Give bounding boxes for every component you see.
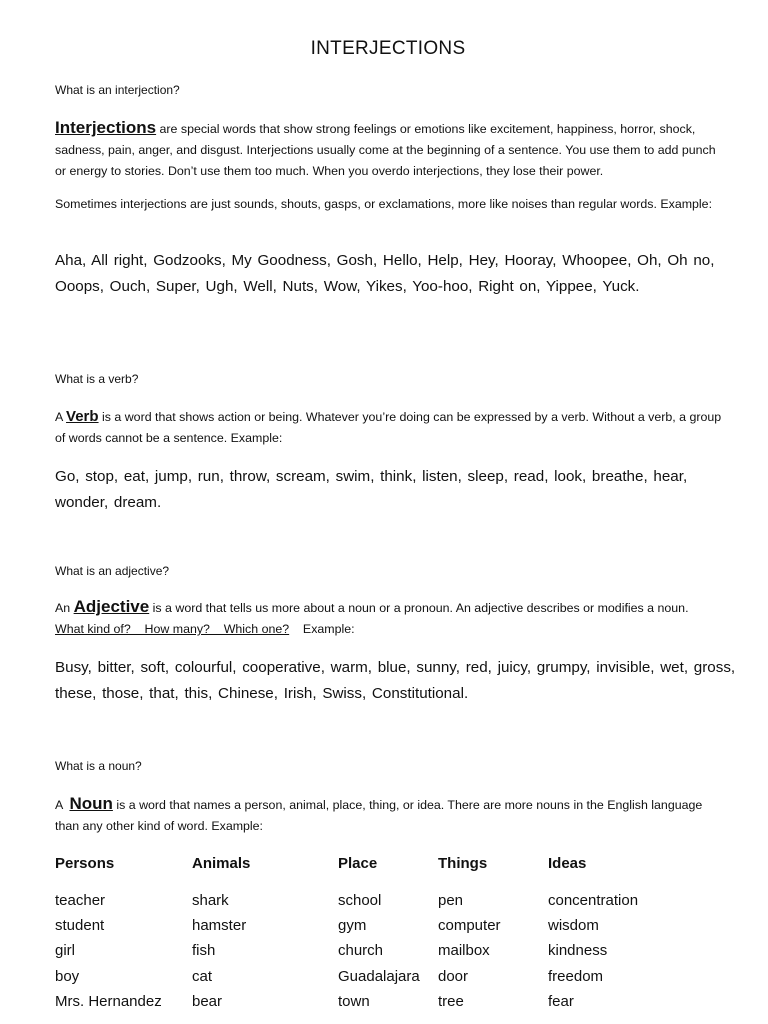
list-item: bear [192, 992, 223, 1010]
noun-column-things [438, 850, 501, 1014]
noun-column-ideas [548, 850, 638, 1014]
column-header: Animals [192, 855, 251, 872]
adjective-article: An [55, 601, 74, 615]
noun-question: What is a noun? [55, 759, 142, 773]
adjective-definition [55, 596, 725, 640]
column-header: Things [438, 855, 488, 872]
column-header: Persons [55, 855, 115, 872]
noun-definition-text: is a word that names a person, animal, place, thing, or idea. There are more nouns in the English language than any other kind of word. Example: [55, 798, 703, 833]
adjective-questions: What kind of? How many? Which one? [55, 622, 290, 636]
list-item: fear [548, 992, 574, 1010]
list-item: gym [338, 917, 367, 935]
list-item: door [438, 967, 469, 985]
verb-examples: Go, stop, eat, jump, run, throw, scream, swim, think, listen, sleep, read, look, breathe, hear, wonder, dream. [55, 468, 688, 511]
noun-column-place [338, 850, 420, 1014]
list-item: Mrs. Hernandez [55, 992, 162, 1010]
verb-definition [55, 406, 725, 449]
list-item: boy [55, 967, 80, 985]
list-item: shark [192, 892, 229, 909]
list-item: teacher [55, 892, 106, 909]
noun-column-persons [55, 850, 162, 1014]
adjective-question: What is an adjective? [55, 564, 170, 578]
list-item: school [338, 892, 382, 909]
verb-definition-text: is a word that shows action or being. Whatever you’re doing can be expressed by a verb. Without a verb, a group of words cannot be a sentence. Example: [55, 410, 722, 445]
interjection-question: What is an interjection? [55, 83, 180, 97]
noun-column-animals [192, 850, 250, 1014]
list-item: student [55, 917, 105, 935]
list-item: mailbox [438, 942, 490, 960]
list-item: town [338, 992, 370, 1010]
list-item: fish [192, 942, 216, 960]
noun-article: A [55, 798, 70, 812]
list-item: Guadalajara [338, 967, 420, 985]
list-item: freedom [548, 967, 604, 985]
list-item: pen [438, 892, 464, 909]
page-title: INTERJECTIONS [310, 38, 466, 59]
adjective-term: Adjective [73, 597, 150, 616]
list-item: wisdom [548, 917, 599, 935]
list-item: cat [192, 967, 213, 985]
verb-article: A [55, 410, 67, 424]
adjective-examples: Busy, bitter, soft, colourful, cooperative, warm, blue, sunny, red, juicy, grumpy, invisible, wet, gross, these, those, that, this, Chinese, Irish, Swiss, Constitutional. [55, 659, 736, 702]
column-header: Place [338, 855, 378, 872]
list-item: hamster [192, 917, 247, 935]
interjection-examples: Aha, All right, Godzooks, My Goodness, Gosh, Hello, Help, Hey, Hooray, Whoopee, Oh, Oh no, Ooops, Ouch, Super, Ugh, Well, Nuts, Wow, Yikes, Yoo-hoo, Right on, Yippee, Yuck. [55, 252, 715, 295]
column-header: Ideas [548, 855, 587, 872]
verb-question: What is a verb? [55, 372, 139, 386]
adjective-definition-text: is a word that tells us more about a noun or a pronoun. An adjective describes or modifies a noun. [149, 601, 689, 615]
noun-definition [55, 793, 725, 837]
interjection-note: Sometimes interjections are just sounds, shouts, gasps, or exclamations, more like noises than regular words. Example: [55, 197, 713, 211]
verb-term: Verb [66, 408, 99, 425]
list-item: computer [438, 917, 501, 935]
list-item: girl [55, 942, 76, 960]
list-item: church [338, 942, 384, 960]
list-item: tree [438, 992, 464, 1010]
list-item: kindness [548, 942, 608, 960]
list-item: concentration [548, 892, 639, 909]
interjection-definition-text: are special words that show strong feelings or emotions like excitement, happiness, horror, shock, sadness, pain, anger, and disgust. Interjections usually come at the beginning of a sentence. You use them to add punch or energy to stories. Don’t use them too much. When you overdo interjections, they lose their power. [55, 122, 716, 178]
interjection-term: Interjections [55, 118, 157, 137]
adjective-example-label: Example: [289, 622, 355, 636]
interjection-definition [55, 117, 725, 182]
noun-term: Noun [69, 794, 113, 813]
